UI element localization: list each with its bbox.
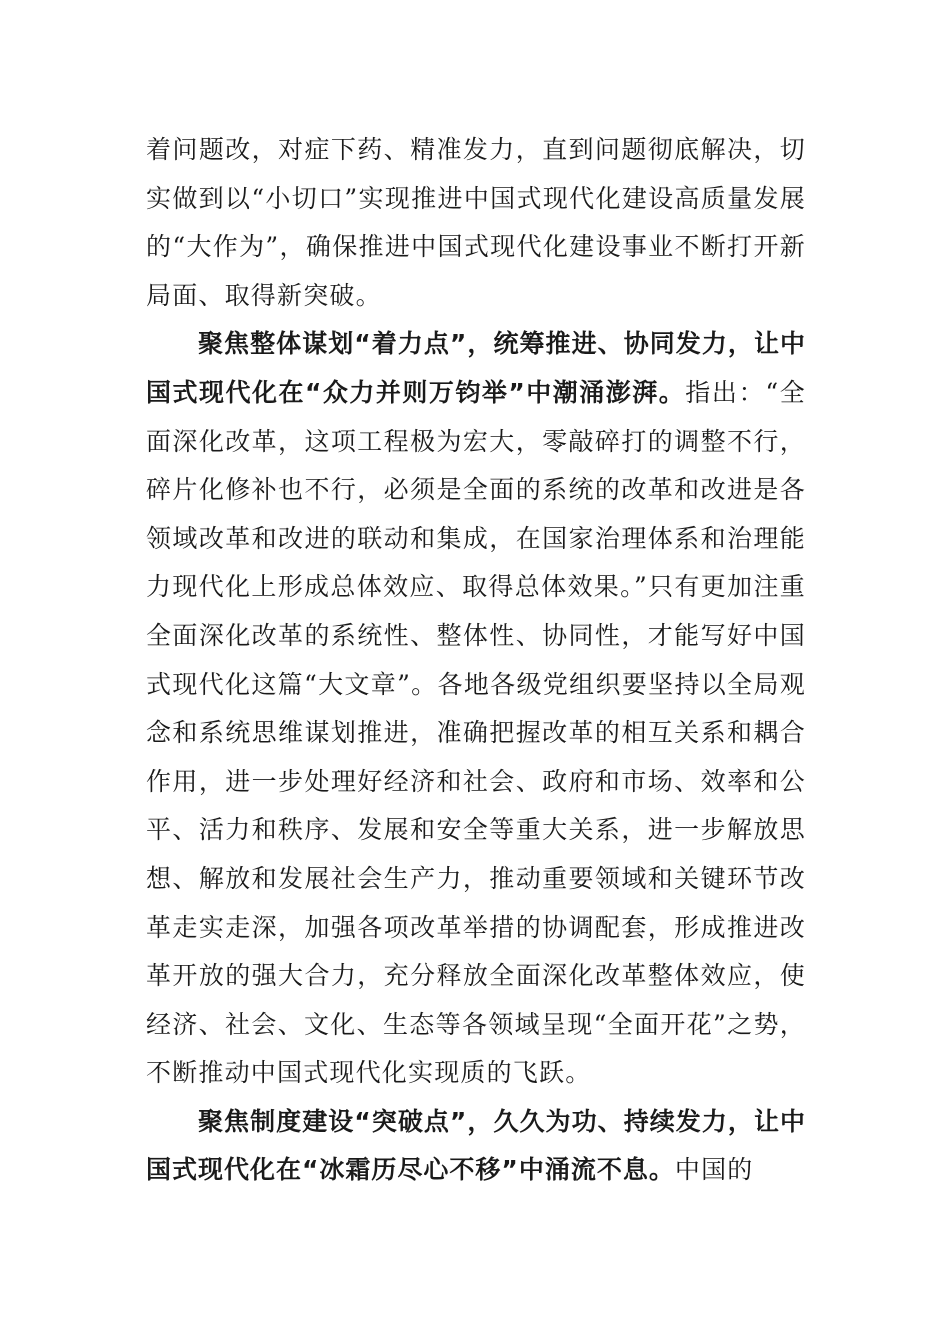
paragraph-text: 着问题改，对症下药、精准发力，直到问题彻底解决，切实做到以“小切口”实现推进中国式现代化建设高质量发展的“大作为”，确保推进中国式现代化建设事业不断打开新局面、取得新突破。 <box>146 135 806 310</box>
paragraph-heading: 聚焦整体谋划“着力点”，统筹推进、协同发力，让中国式现代化在“众力并则万钧举”中潮涌澎湃。 <box>146 329 806 407</box>
paragraph-holistic-planning <box>146 320 806 1098</box>
paragraph-body: 指出：“全面深化改革，这项工程极为宏大，零敲碎打的调整不行，碎片化修补也不行，必须是全面的系统的改革和改进是各领域改革和改进的联动和集成，在国家治理体系和治理能力现代化上形成总体效应、取得总体效果。”只有更加注重全面深化改革的系统性、整体性、协同性，才能写好中国式现代化这篇“大文章”。各地各级党组织要坚持以全局观念和系统思维谋划推进，准确把握改革的相互关系和耦合作用，进一步处理好经济和社会、政府和市场、效率和公平、活力和秩序、发展和安全等重大关系，进一步解放思想、解放和发展社会生产力，推动重要领域和关键环节改革走实走深，加强各项改革举措的协调配套，形成推进改革开放的强大合力，充分释放全面深化改革整体效应，使经济、社会、文化、生态等各领域呈现“全面开花”之势，不断推动中国式现代化实现质的飞跃。 <box>146 377 806 1088</box>
document-page <box>146 126 806 1195</box>
paragraph-heading: 聚焦制度建设“突破点”，久久为功、持续发力，让中国式现代化在“冰霜历尽心不移”中涌流不息。 <box>146 1106 806 1185</box>
paragraph-body: 中国的 <box>674 1155 754 1185</box>
paragraph-institution-building <box>146 1098 806 1195</box>
paragraph-continuation <box>146 126 806 320</box>
